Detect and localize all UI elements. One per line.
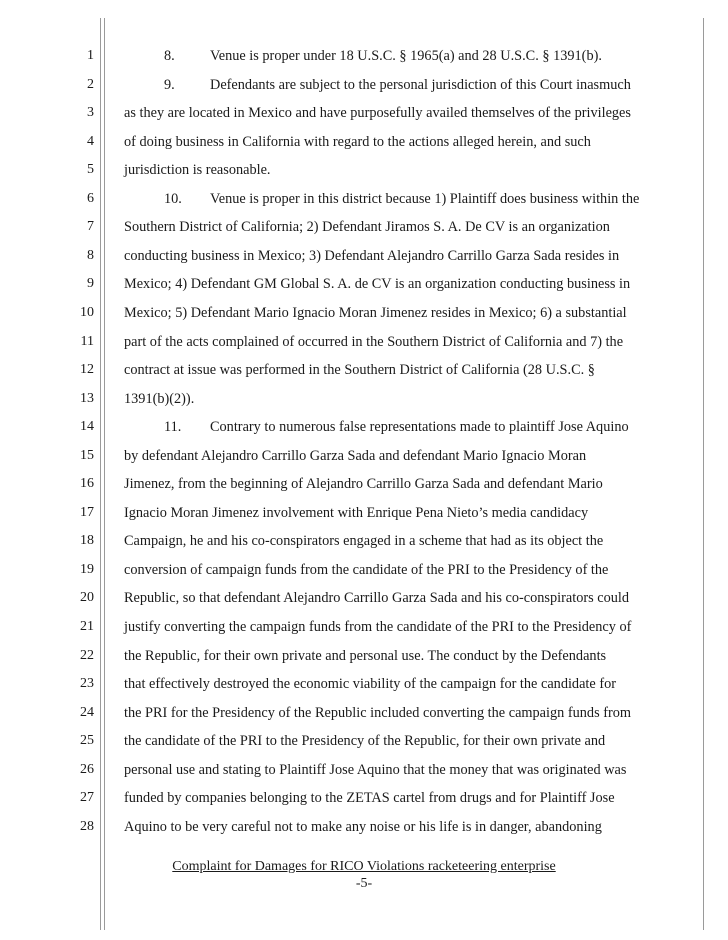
pleading-line (0, 756, 728, 784)
line-number: 27 (80, 790, 94, 806)
line-text (164, 413, 690, 441)
pleading-line (0, 556, 728, 584)
paragraph-number: 8. (164, 48, 175, 64)
line-text (124, 99, 690, 127)
line-content: that effectively destroyed the economic viability of the campaign for the candidate for (124, 676, 616, 693)
line-number: 9 (87, 276, 94, 292)
line-number: 26 (80, 761, 94, 777)
pleading-line (0, 270, 728, 298)
line-number: 13 (80, 390, 94, 406)
line-content: the candidate of the PRI to the Presidency of the Republic, for their own private and (124, 733, 606, 750)
line-content: jurisdiction is reasonable. (124, 162, 271, 179)
line-content: the Republic, for their own private and personal use. The conduct by the Defendants (124, 647, 607, 664)
pleading-line (0, 584, 728, 612)
line-number: 3 (87, 105, 94, 121)
line-content: Jimenez, from the beginning of Alejandro Carrillo Garza Sada and defendant Mario (124, 476, 603, 493)
line-number: 20 (80, 590, 94, 606)
pleading-line (0, 499, 728, 527)
line-number: 28 (80, 818, 94, 834)
line-text (124, 813, 690, 841)
line-number: 10 (80, 304, 94, 320)
pleading-line (0, 213, 728, 241)
line-number: 7 (87, 219, 94, 235)
line-text (164, 71, 690, 99)
line-content: personal use and stating to Plaintiff Jose Aquino that the money that was originated was (124, 761, 627, 778)
line-content: conversion of campaign funds from the candidate of the PRI to the Presidency of the (124, 561, 609, 578)
line-content: justify converting the campaign funds from the candidate of the PRI to the Presidency of (124, 619, 632, 635)
footer-title: Complaint for Damages for RICO Violations racketeering enterprise (172, 859, 556, 874)
line-text (124, 213, 690, 241)
line-text (124, 270, 690, 298)
pleading-line (0, 242, 728, 270)
line-text (164, 185, 690, 213)
pleading-line (0, 642, 728, 670)
line-text (124, 527, 690, 555)
line-content: Campaign, he and his co-conspirators engaged in a scheme that had as its object the (124, 533, 604, 550)
line-content: contract at issue was performed in the Southern District of California (28 U.S.C. § (124, 362, 595, 379)
line-content: Southern District of California; 2) Defendant Jiramos S. A. De CV is an organization (124, 219, 610, 236)
line-number: 24 (80, 704, 94, 720)
line-text (124, 385, 690, 413)
line-content: by defendant Alejandro Carrillo Garza Sada and defendant Mario Ignacio Moran (124, 447, 587, 464)
line-text (124, 584, 690, 612)
line-number: 2 (87, 76, 94, 92)
line-text (124, 242, 690, 270)
line-content: of doing business in California with regard to the actions alleged herein, and such (124, 133, 591, 150)
line-number: 18 (80, 533, 94, 549)
line-text (124, 470, 690, 498)
line-text (124, 156, 690, 184)
line-content: the PRI for the Presidency of the Republic included converting the campaign funds from (124, 704, 632, 721)
line-number: 1 (87, 48, 94, 63)
line-content: Venue is proper under 18 U.S.C. § 1965(a) and 28 U.S.C. § 1391(b). (210, 48, 602, 64)
line-text (124, 356, 690, 384)
page-number: -5- (355, 876, 373, 891)
line-text (164, 42, 690, 70)
pleading-line (0, 527, 728, 555)
line-number: 5 (87, 162, 94, 178)
pleading-line (0, 385, 728, 413)
line-number: 17 (80, 504, 94, 520)
line-text (124, 442, 690, 470)
line-number: 6 (87, 190, 94, 206)
pleading-line (0, 156, 728, 184)
pleading-line (0, 613, 728, 641)
line-number: 4 (87, 133, 94, 149)
line-content: Republic, so that defendant Alejandro Carrillo Garza Sada and his co-conspirators could (124, 590, 630, 607)
page-footer (0, 858, 728, 892)
pleading-line (0, 299, 728, 327)
line-number: 16 (80, 476, 94, 492)
line-number: 19 (80, 561, 94, 577)
line-text (124, 328, 690, 356)
paragraph-number: 9. (164, 76, 175, 93)
line-text (124, 699, 690, 727)
pleading-line (0, 470, 728, 498)
line-number: 11 (80, 333, 94, 349)
pleading-line (0, 442, 728, 470)
line-number: 8 (87, 247, 94, 263)
pleading-line (0, 699, 728, 727)
line-content: Mexico; 4) Defendant GM Global S. A. de CV is an organization conducting business in (124, 276, 631, 293)
line-content: Ignacio Moran Jimenez involvement with Enrique Pena Nieto’s media candidacy (124, 504, 589, 521)
line-text (124, 727, 690, 755)
pleading-line (0, 42, 728, 70)
paragraph-number: 11. (164, 419, 182, 436)
line-text (124, 128, 690, 156)
line-number: 12 (80, 362, 94, 378)
line-content: Mexico; 5) Defendant Mario Ignacio Moran Jimenez resides in Mexico; 6) a substantial (124, 304, 627, 321)
line-text (124, 499, 690, 527)
line-text (124, 784, 690, 812)
line-number: 21 (80, 619, 94, 634)
line-text (124, 756, 690, 784)
line-content: part of the acts complained of occurred in the Southern District of California and 7) the (124, 333, 624, 350)
pleading-line (0, 128, 728, 156)
pleading-line (0, 413, 728, 441)
paragraph-number: 10. (164, 190, 182, 207)
pleading-line (0, 71, 728, 99)
line-number: 22 (80, 647, 94, 663)
pleading-line (0, 99, 728, 127)
line-content: funded by companies belonging to the ZETAS cartel from drugs and for Plaintiff Jose (124, 790, 615, 807)
line-text (124, 613, 690, 641)
pleading-line (0, 670, 728, 698)
line-text (124, 642, 690, 670)
pleading-line (0, 784, 728, 812)
line-content: as they are located in Mexico and have purposefully availed themselves of the privileges (124, 105, 631, 122)
line-text (124, 670, 690, 698)
pleading-line (0, 727, 728, 755)
line-content: Defendants are subject to the personal jurisdiction of this Court inasmuch (210, 76, 631, 93)
line-content: 1391(b)(2)). (124, 390, 195, 407)
pleading-line (0, 356, 728, 384)
pleading-line (0, 328, 728, 356)
line-content: Contrary to numerous false representations made to plaintiff Jose Aquino (210, 419, 629, 436)
line-content: Venue is proper in this district because 1) Plaintiff does business within the (210, 190, 640, 207)
line-content: Aquino to be very careful not to make any noise or his life is in danger, abandoning (124, 818, 602, 835)
line-number: 23 (80, 676, 94, 692)
line-number: 14 (80, 419, 94, 435)
pleading-line (0, 813, 728, 841)
line-number: 15 (80, 447, 94, 463)
line-number: 25 (80, 733, 94, 749)
line-text (124, 556, 690, 584)
line-text (124, 299, 690, 327)
line-content: conducting business in Mexico; 3) Defendant Alejandro Carrillo Garza Sada resides in (124, 247, 620, 264)
pleading-line (0, 185, 728, 213)
